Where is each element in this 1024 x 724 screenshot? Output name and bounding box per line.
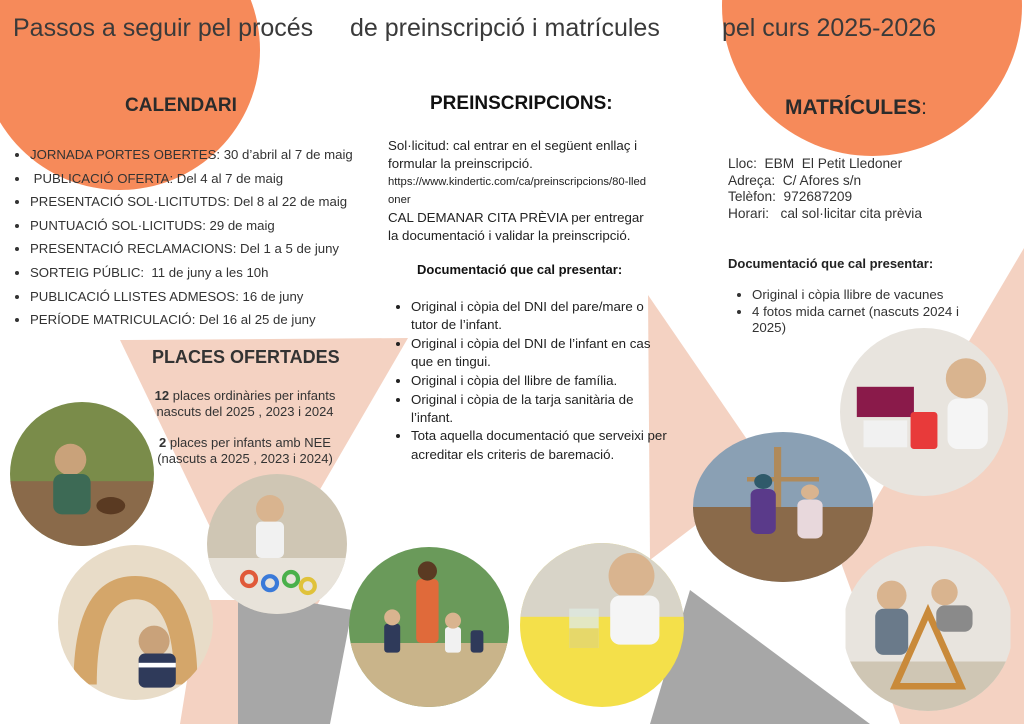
doc-item: • Original i còpia del DNI de l’infant en cas que en tingui. <box>411 335 669 371</box>
calendari-item: • PRESENTACIÓ SOL·LICITUTDS: Del 8 al 22 de maig <box>30 190 353 214</box>
doc-item: • 4 fotos mida carnet (nascuts 2024 i 2025) <box>752 304 992 337</box>
preinscripcions-text <box>388 137 648 245</box>
doc-item: • Original i còpia de la tarja sanitària de l’infant. <box>411 391 669 427</box>
preinscripcions-intro: Sol·licitud: cal entrar en el següent enllaç i formular la preinscripció. <box>388 138 638 171</box>
doc-item: • Original i còpia del llibre de família. <box>411 372 669 390</box>
doc-item: • Original i còpia del DNI del pare/mare o tutor de l’infant. <box>411 298 669 334</box>
title-part-3: pel curs 2025-2026 <box>722 14 937 42</box>
calendari-item: • PUBLICACIÓ LLISTES ADMESOS: 16 de juny <box>30 285 353 309</box>
matricules-doc-title: Documentació que cal presentar: <box>728 256 934 271</box>
preinscripcions-link[interactable]: https://www.kindertic.com/ca/preinscripcions/80-lledoner <box>388 176 647 206</box>
child-pouring-water-photo <box>520 543 684 707</box>
doc-item: • Tota aquella documentació que serveixi per acreditar els criteris de baremació. <box>411 427 669 463</box>
matricules-info: Lloc: EBM El Petit Lledoner Adreça: C/ Afores s/n Telèfon: 972687209 Horari: cal sol·licitar cita prèvia <box>728 156 922 221</box>
gray-wedge-bottom-center <box>650 590 870 724</box>
children-frame-photo <box>843 546 1013 711</box>
children-walking-photo <box>349 547 509 707</box>
matricules-heading-text: MATRÍCULES <box>785 96 922 119</box>
preinscripcions-cita: CAL DEMANAR CITA PRÈVIA per entregar la documentació i validar la preinscripció. <box>388 210 644 243</box>
matricules-heading <box>785 96 927 120</box>
places-nee <box>150 435 340 468</box>
calendari-item: • PUBLICACIÓ OFERTA: Del 4 al 7 de maig <box>30 167 353 191</box>
calendari-item: • SORTEIG PÚBLIC: 11 de juny a les 10h <box>30 261 353 285</box>
calendari-item: • JORNADA PORTES OBERTES: 30 d’abril al 7 de maig <box>30 143 353 167</box>
children-climbing-photo <box>693 432 873 582</box>
child-digging-photo <box>10 402 154 546</box>
places-heading: PLACES OFERTADES <box>152 347 340 367</box>
calendari-item: • PERÍODE MATRICULACIÓ: Del 16 al 25 de juny <box>30 308 353 332</box>
calendari-item: • PRESENTACIÓ RECLAMACIONS: Del 1 a 5 de juny <box>30 237 353 261</box>
child-with-boxes-photo <box>840 328 1008 496</box>
doc-item: • Original i còpia llibre de vacunes <box>752 287 992 304</box>
places-ordinary-text: places ordinàries per infants nascuts del 2025 , 2023 i 2024 <box>156 388 336 420</box>
matricules-doc-list <box>733 287 992 337</box>
places-ordinary <box>150 388 340 421</box>
title-part-1: Passos a seguir pel procés <box>13 14 314 42</box>
calendari-list <box>12 143 353 332</box>
places-text <box>150 388 340 482</box>
page-title <box>0 14 1024 48</box>
title-part-2: de preinscripció i matrícules <box>350 14 660 42</box>
child-tunnel-photo <box>58 545 213 700</box>
calendari-item: • PUNTUACIÓ SOL·LICITUDS: 29 de maig <box>30 214 353 238</box>
preinscripcions-doc-title: Documentació que cal presentar: <box>417 262 623 277</box>
child-rings-photo <box>207 474 347 614</box>
matricules-heading-colon: : <box>921 96 927 119</box>
preinscripcions-doc-list <box>392 298 669 464</box>
places-nee-count: 2 <box>159 434 167 450</box>
places-ordinary-count: 12 <box>154 388 170 403</box>
preinscripcions-heading: PREINSCRIPCIONS: <box>430 93 613 114</box>
calendari-heading: CALENDARI <box>125 95 237 116</box>
places-nee-text: places per infants amb NEE (nascuts a 2025 , 2023 i 2024) <box>157 434 333 467</box>
